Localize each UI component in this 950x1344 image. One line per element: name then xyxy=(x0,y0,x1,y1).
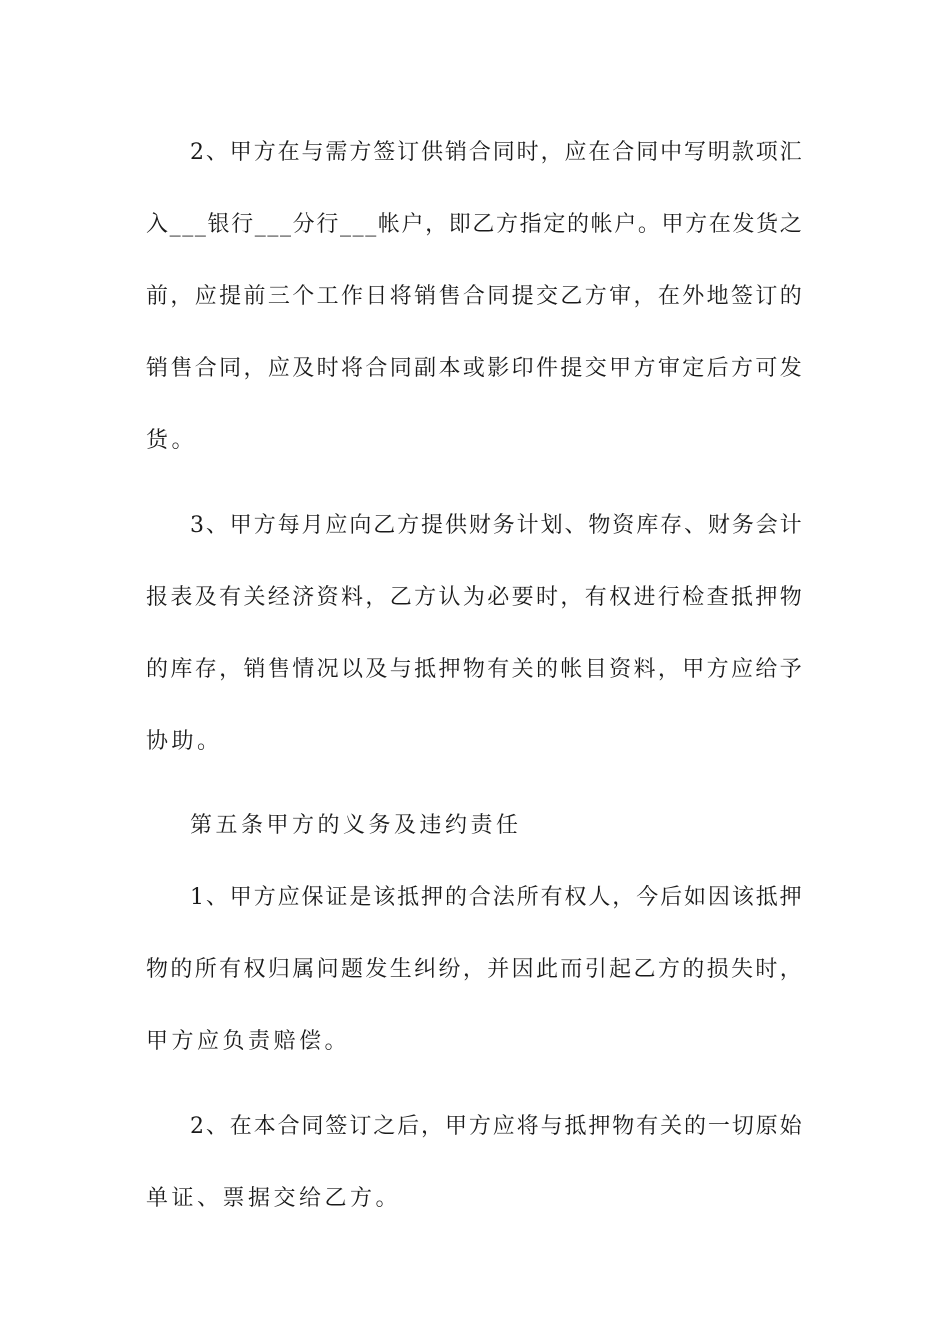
section-heading: 第五条甲方的义务及违约责任 xyxy=(190,813,522,838)
paragraph-line: 货。 xyxy=(146,428,198,453)
paragraph-line: 甲方应负责赔偿。 xyxy=(146,1029,351,1054)
paragraph-line: 的 库 存 ， 销 售 情 况 以 及 与 抵 押 物 有 关 的 帐 目 资 料 ， 甲 方 应 给 予 xyxy=(146,657,802,682)
paragraph-line: 物 的 所 有 权 归 属 问 题 发 生 纠 纷 ， 并 因 此 而 引 起 乙 方 的 损 失 时 ， xyxy=(146,957,802,982)
paragraph-line: 1 、 甲 方 应 保 证 是 该 抵 押 的 合 法 所 有 权 人 ， 今 后 如 因 该 抵 押 xyxy=(190,885,802,910)
paragraph-line: 前 ， 应 提 前 三 个 工 作 日 将 销 售 合 同 提 交 乙 方 审 ， 在 外 地 签 订 的 xyxy=(146,284,802,309)
paragraph-line: 入 _ _ _ 银 行 _ _ _ 分 行 _ _ _ 帐 户 ， 即 乙 方 指 定 的 帐 户 。 甲 方 在 发 货 之 xyxy=(146,212,802,237)
paragraph-line: 协助。 xyxy=(146,729,223,754)
paragraph-line: 单证、票据交给乙方。 xyxy=(146,1186,402,1211)
paragraph-line: 3 、 甲 方 每 月 应 向 乙 方 提 供 财 务 计 划 、 物 资 库 存 、 财 务 会 计 xyxy=(190,513,802,538)
paragraph-line: 报 表 及 有 关 经 济 资 料 ， 乙 方 认 为 必 要 时 ， 有 权 进 行 检 查 抵 押 物 xyxy=(146,585,802,610)
paragraph-line: 2 、 甲 方 在 与 需 方 签 订 供 销 合 同 时 ， 应 在 合 同 中 写 明 款 项 汇 xyxy=(190,140,802,165)
paragraph-line: 销 售 合 同 ， 应 及 时 将 合 同 副 本 或 影 印 件 提 交 甲 方 审 定 后 方 可 发 xyxy=(146,356,802,381)
paragraph-line: 2 、 在 本 合 同 签 订 之 后 ， 甲 方 应 将 与 抵 押 物 有 关 的 一 切 原 始 xyxy=(190,1114,802,1139)
